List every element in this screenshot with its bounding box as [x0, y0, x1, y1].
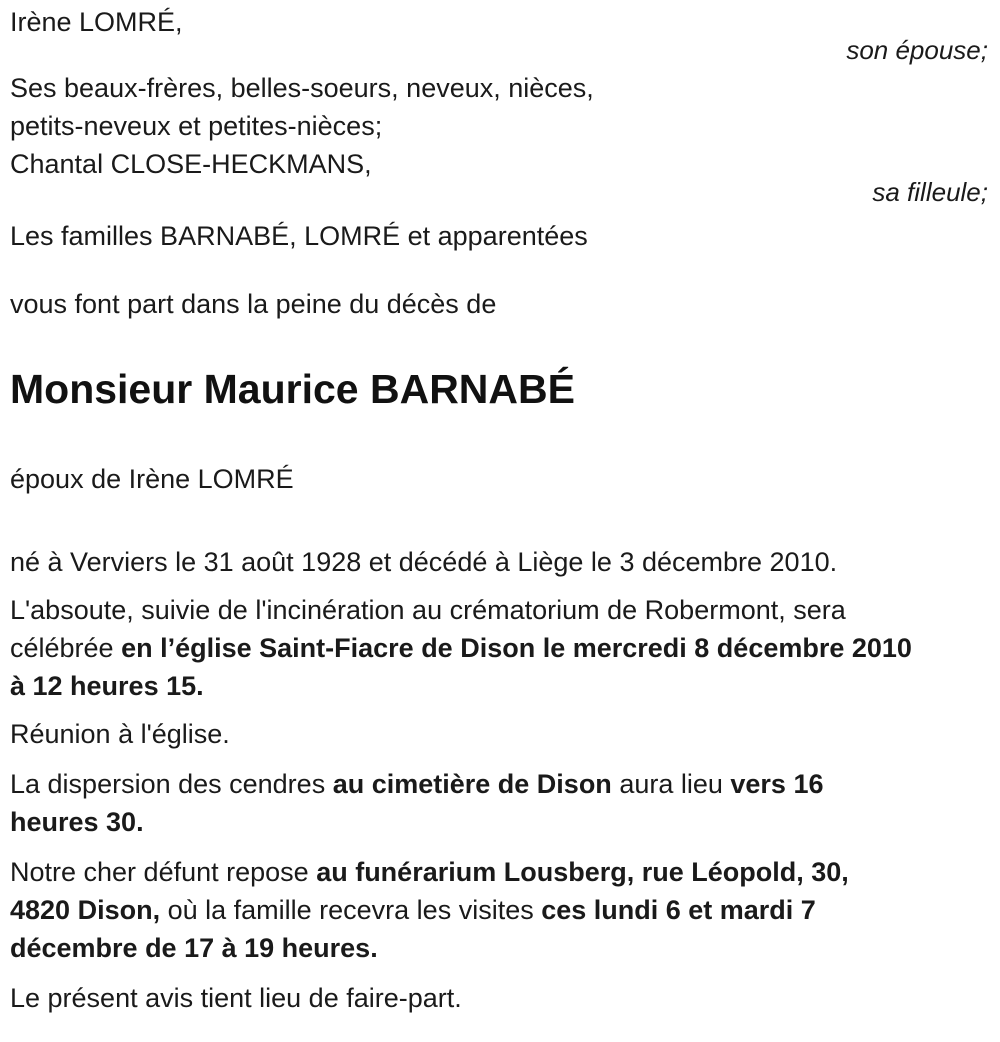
deceased-name	[10, 363, 988, 415]
visitation-paragraph	[10, 853, 988, 967]
plain-text: Les familles BARNABÉ, LOMRÉ et apparentées	[10, 221, 588, 251]
announcement-intro	[10, 285, 988, 323]
plain-text: où la famille recevra les visites	[160, 895, 542, 925]
plain-text: célébrée	[10, 633, 122, 663]
ceremony-paragraph	[10, 591, 988, 705]
text-line	[10, 629, 988, 667]
meeting-line	[10, 715, 988, 753]
text-line	[10, 891, 988, 929]
families-line	[10, 217, 988, 255]
text-line	[10, 591, 988, 629]
text-line	[10, 979, 988, 1017]
closing-line	[10, 979, 988, 1017]
emphasis-text: à 12 heures 15.	[10, 671, 204, 701]
plain-text: aura lieu	[611, 769, 731, 799]
text-line	[10, 715, 988, 753]
text-line	[10, 217, 988, 255]
plain-text: sa filleule;	[872, 177, 988, 207]
emphasis-text: au funérarium Lousberg, rue Léopold, 30,	[316, 857, 849, 887]
birth-death-line	[10, 543, 988, 581]
text-line	[10, 285, 988, 323]
plain-text: Notre cher défunt repose	[10, 857, 317, 887]
relatives-paragraph	[10, 69, 988, 183]
plain-text: Réunion à l'église.	[10, 719, 230, 749]
emphasis-text: 4820 Dison,	[10, 895, 161, 925]
plain-text: Chantal CLOSE-HECKMANS,	[10, 149, 372, 179]
emphasis-text: au cimetière de Dison	[332, 769, 612, 799]
emphasis-text: en l’église Saint-Fiacre de Dison le mercredi 8 décembre 2010	[121, 633, 912, 663]
plain-text: Irène LOMRÉ,	[10, 7, 183, 37]
plain-text: époux de Irène LOMRÉ	[10, 464, 294, 494]
plain-text: son épouse;	[846, 35, 988, 65]
text-line	[10, 853, 988, 891]
text-line	[10, 765, 988, 803]
text-line	[10, 460, 988, 498]
plain-text: né à Verviers le 31 août 1928 et décédé à Liège le 3 décembre 2010.	[10, 547, 838, 577]
plain-text: L'absoute, suivie de l'incinération au crématorium de Robermont, sera	[10, 595, 846, 625]
plain-text: petits-neveux et petites-nièces;	[10, 111, 383, 141]
text-line	[10, 69, 988, 107]
plain-text: vous font part dans la peine du décès de	[10, 289, 497, 319]
plain-text: Le présent avis tient lieu de faire-part.	[10, 983, 462, 1013]
spouse-line	[10, 460, 988, 498]
emphasis-text: décembre de 17 à 19 heures.	[10, 933, 378, 963]
plain-text: Monsieur Maurice BARNABÉ	[10, 366, 575, 412]
emphasis-text: heures 30.	[10, 807, 144, 837]
plain-text: Ses beaux-frères, belles-soeurs, neveux, nièces,	[10, 73, 594, 103]
emphasis-text: vers 16	[730, 769, 824, 799]
text-line	[10, 543, 988, 581]
plain-text: La dispersion des cendres	[10, 769, 333, 799]
emphasis-text: ces lundi 6 et mardi 7	[541, 895, 816, 925]
text-line	[10, 929, 988, 967]
text-line	[10, 363, 988, 415]
text-line	[10, 667, 988, 705]
text-line	[10, 107, 988, 145]
ashes-paragraph	[10, 765, 988, 841]
text-line	[10, 803, 988, 841]
